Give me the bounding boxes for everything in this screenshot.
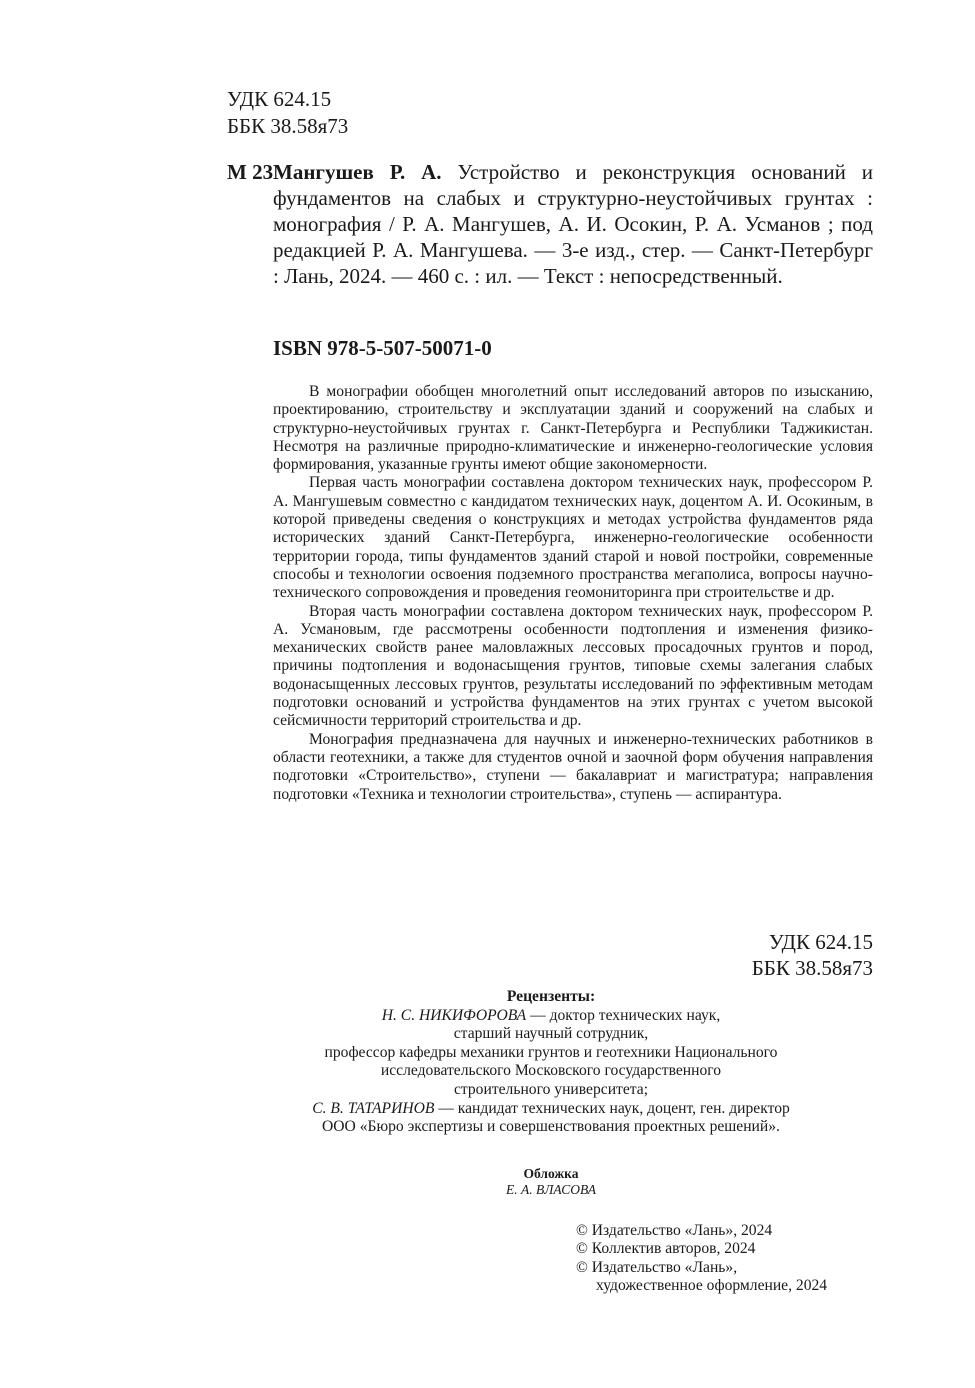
udk-block-right	[752, 929, 873, 981]
abstract-paragraph: В монографии обобщен многолетний опыт исследований авторов по изысканию, проектированию, строительству и эксплуатации зданий и сооружений на слабых и структурно-неустойчивых грунтах г. Санкт-Петербурга и Республики Таджикистан. Несмотря на различные природно-климатические и инженерно-геологические условия формирования, указанные грунты имеют общие закономерности.	[273, 383, 873, 474]
udk-block-top	[227, 86, 348, 140]
udk-code: УДК 624.15	[768, 930, 873, 954]
reviewers-block	[227, 988, 875, 1137]
author-name: Мангушев Р. А.	[273, 160, 442, 184]
abstract	[273, 383, 873, 804]
cover-heading: Обложка	[523, 1166, 579, 1181]
reviewer-1-title: — доктор технических наук,	[526, 1006, 721, 1024]
copyright-line: © Издательство «Лань»,	[576, 1258, 738, 1276]
bibliographic-description	[273, 159, 873, 289]
reviewer-2-company: ООО «Бюро экспертизы и совершенствования проектных решений».	[322, 1118, 780, 1136]
reviewer-1-line	[227, 1007, 875, 1026]
reviewer-2-name: С. В. ТАТАРИНОВ	[312, 1099, 435, 1117]
reviewer-1-university-end: строительного университета;	[453, 1080, 649, 1098]
author-sign: М 23	[227, 160, 274, 184]
abstract-paragraph: Первая часть монографии составлена доктором технических наук, профессором Р. А. Мангушевым совместно с кандидатом технических наук, доцентом А. И. Осокиным, в которой приведены сведения о конструкциях и методах устройства фундаментов ряда исторических зданий Санкт-Петербурга, инженерно-геологические особенности территории города, типы фундаментов зданий старой и новой постройки, современные способы и технологии освоения подземного пространства мегаполиса, вопросы научно-технического сопровождения и проведения геомониторинга при строительстве и др.	[273, 474, 873, 602]
description-text: Устройство и реконструкция оснований и фундаментов на слабых и структурно-неустойчивых грунтах : монография / Р. А. Мангушев, А. И. Осокин, Р. А. Усманов ; под редакцией Р. А. Мангушева. — 3-е изд., стер. — Санкт-Петербург : Лань, 2024. — 460 с. : ил. — Текст : непосредственный.	[273, 160, 874, 288]
copyright-line: художественное оформление, 2024	[596, 1277, 828, 1295]
reviewer-1-name: Н. С. НИКИФОРОВА	[381, 1006, 527, 1024]
reviewer-1-department: профессор кафедры механики грунтов и геотехники Национального	[324, 1043, 778, 1061]
udk-code: УДК 624.15	[227, 87, 332, 111]
cover-credit	[227, 1166, 875, 1198]
copyright-block	[576, 1222, 827, 1296]
reviewer-2-line	[227, 1100, 875, 1119]
cover-designer: Е. А. ВЛАСОВА	[505, 1182, 597, 1197]
abstract-paragraph: Монография предназначена для научных и инженерно-технических работников в области геотехники, а также для студентов очной и заочной форм обучения направления подготовки «Строительство», ступени — бакалавриат и магистратура; направления подготовки «Техника и технологии строительства», ступень — аспирантура.	[273, 730, 873, 803]
reviewer-2-title: — кандидат технических наук, доцент, ген. директор	[434, 1099, 790, 1117]
reviewer-1-position: старший научный сотрудник,	[453, 1025, 649, 1043]
copyright-line: © Издательство «Лань», 2024	[576, 1222, 773, 1239]
reviewers-heading: Рецензенты:	[506, 988, 596, 1005]
abstract-paragraph: Вторая часть монографии составлена доктором технических наук, профессором Р. А. Усмановым, где рассмотрены особенности подтопления и изменения физико-механических свойств ранее маловлажных лессовых просадочных грунтов и пород, причины подтопления и водонасыщения грунтов, типовые схемы залегания слабых водонасыщенных лессовых грунтов, результаты исследований по эффективным методам подготовки оснований и устройства фундаментов на этих грунтах с учетом высокой сейсмичности территорий строительства и др.	[273, 602, 873, 730]
copyright-line: © Коллектив авторов, 2024	[576, 1240, 756, 1258]
reviewer-1-university: исследовательского Московского государственного	[380, 1062, 722, 1080]
bbk-code: ББК 38.58я73	[227, 114, 349, 138]
isbn: ISBN 978-5-507-50071-0	[273, 336, 492, 360]
bbk-code: ББК 38.58я73	[751, 956, 873, 980]
